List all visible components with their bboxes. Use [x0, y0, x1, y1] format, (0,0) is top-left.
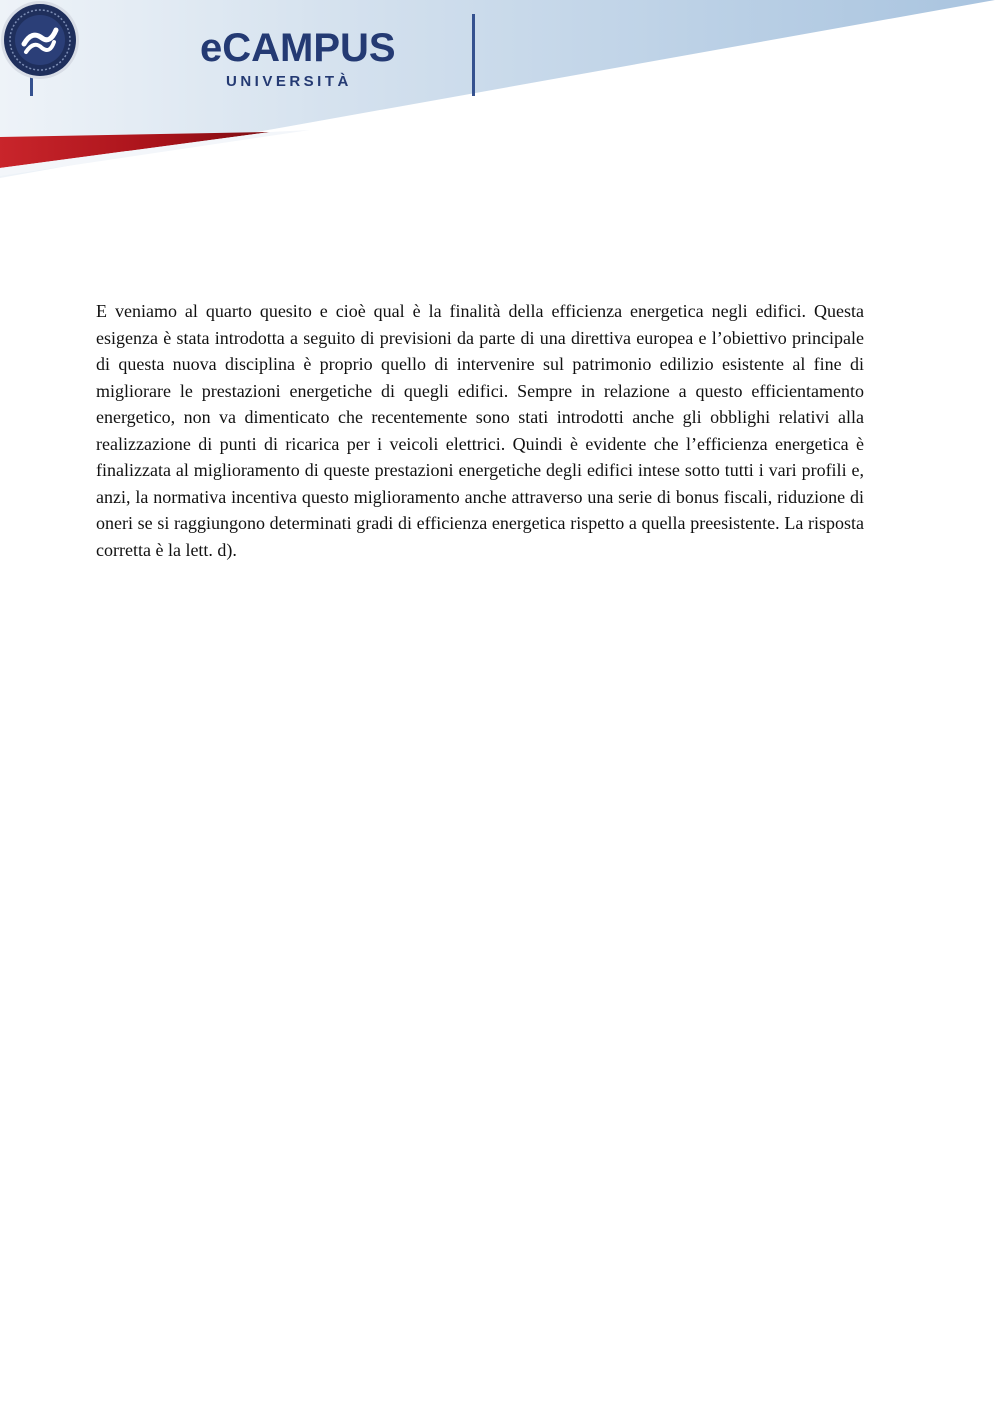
ecampus-seal-icon — [0, 0, 80, 80]
header-band-graphic — [0, 0, 1000, 185]
brand-subtitle: UNIVERSITÀ — [226, 73, 352, 90]
body-paragraph: E veniamo al quarto quesito e cioè qual è la finalità della efficienza energetica negli edifici. Questa esigenza è stata introdotta a seguito di previsioni da parte di una direttiva europea e l’obiettivo principale di questa nuova disciplina è proprio quello di intervenire sul patrimonio edilizio esistente al fine di migliorare le prestazioni energetiche di quegli edifici. Sempre in relazione a questo efficientamento energetico, non va dimenticato che recentemente sono stati introdotti anche gli obblighi relativi alla realizzazione di punti di ricarica per i veicoli elettrici. Quindi è evidente che l’efficienza energetica è finalizzata al miglioramento di queste prestazioni energetiche degli edifici intese sotto tutti i vari profili e, anzi, la normativa incentiva questo miglioramento anche attraverso una serie di bonus fiscali, riduzione di oneri se si raggiungono determinati gradi di efficienza energetica rispetto a quella preesistente. La risposta corretta è la lett. d). — [96, 301, 864, 560]
page-header — [0, 0, 1000, 185]
brand-name: eCAMPUS — [200, 26, 396, 70]
